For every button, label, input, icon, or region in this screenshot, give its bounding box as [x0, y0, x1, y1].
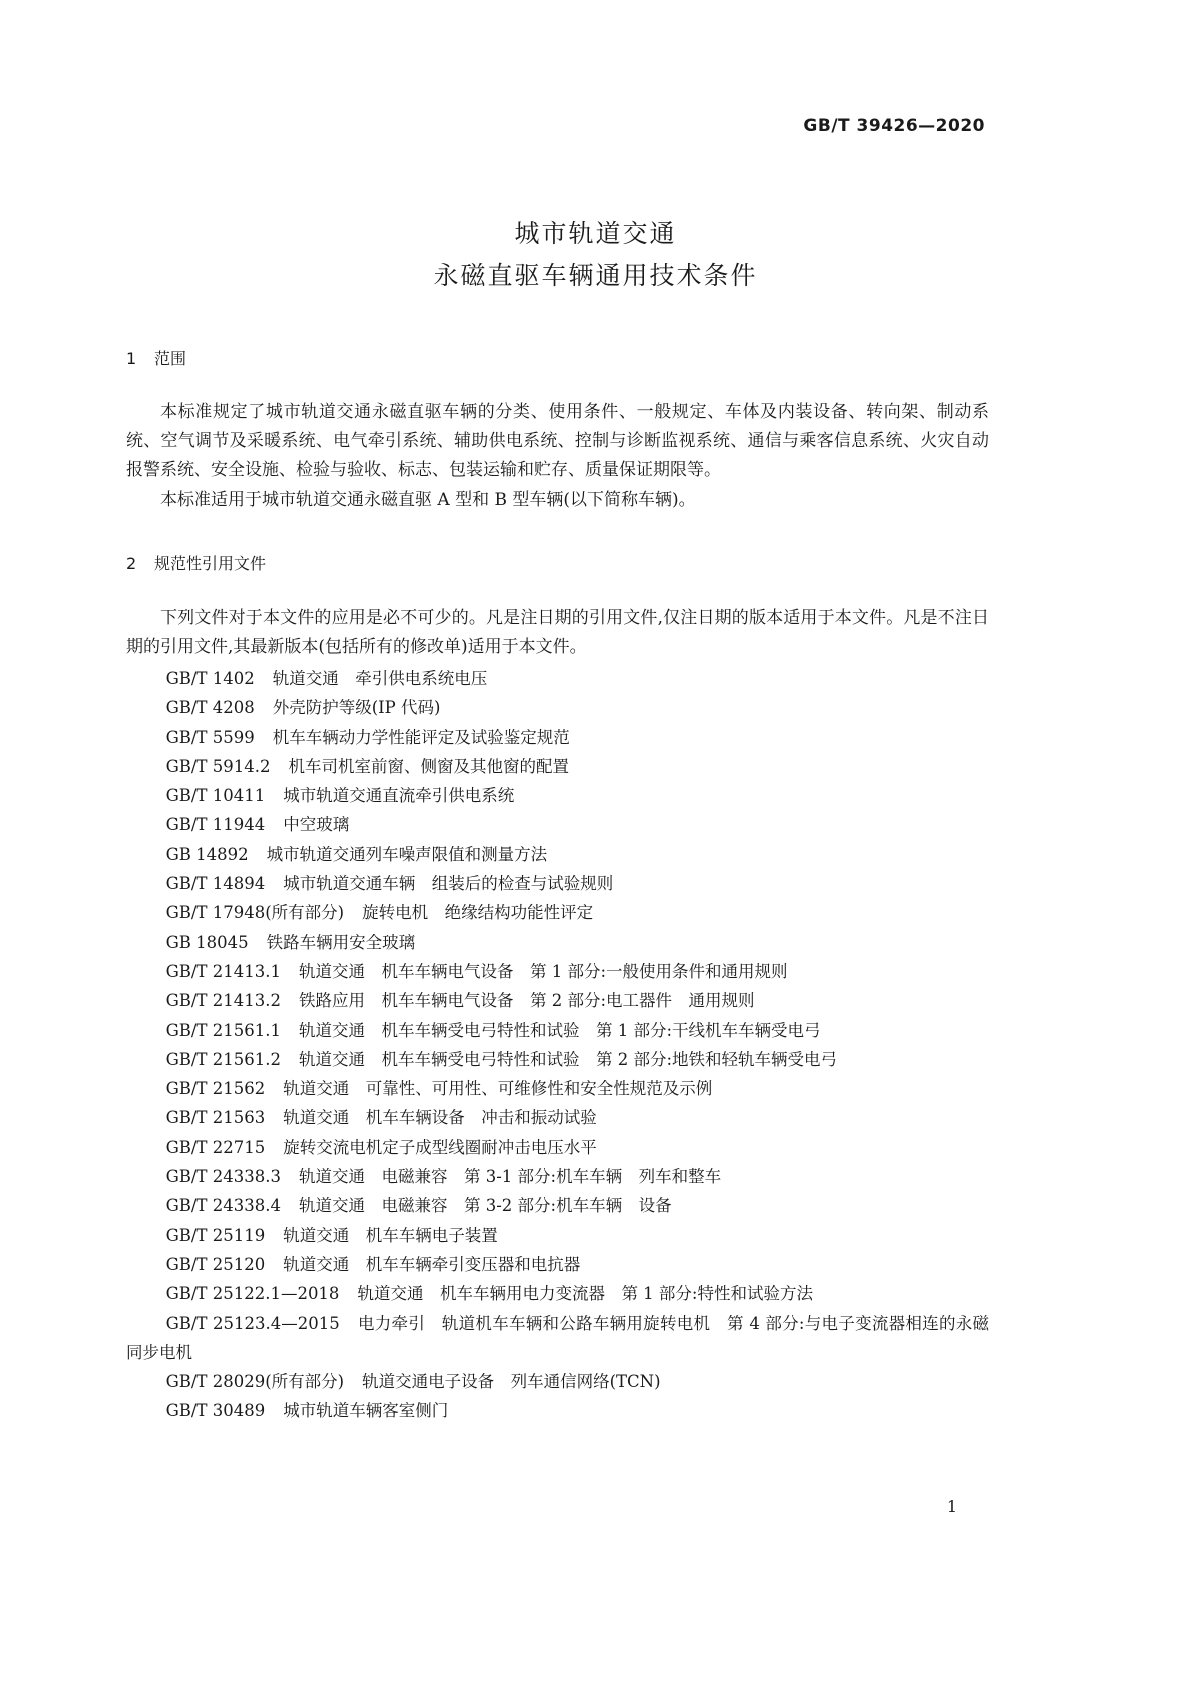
section-2-title: 规范性引用文件: [154, 554, 267, 573]
reference-item: [126, 1191, 989, 1220]
reference-title: 轨道交通 机车车辆牵引变压器和电抗器: [283, 1254, 581, 1274]
reference-item: [126, 1221, 989, 1250]
section-1-heading: [126, 346, 186, 369]
reference-title: 电力牵引 轨道机车车辆和公路车辆用旋转电机 第 4 部分:与电子变流器相连的永磁同步电机: [126, 1313, 990, 1362]
reference-code: GB/T 21413.2: [165, 991, 281, 1011]
reference-item: [126, 1016, 989, 1045]
page-number: 1: [946, 1497, 957, 1516]
reference-code: GB/T 21561.1: [165, 1020, 281, 1040]
reference-item: [126, 1279, 989, 1308]
reference-title: 外壳防护等级(IP 代码): [272, 698, 441, 718]
reference-code: GB/T 14894: [165, 874, 266, 894]
reference-item: [126, 986, 989, 1015]
reference-title: 轨道交通电子设备 列车通信网络(TCN): [362, 1372, 661, 1392]
reference-code: GB/T 25120: [165, 1254, 266, 1274]
reference-item: [126, 1367, 989, 1396]
reference-code: GB/T 22715: [165, 1137, 266, 1157]
scope-paragraph-1: 本标准规定了城市轨道交通永磁直驱车辆的分类、使用条件、一般规定、车体及内装设备、转向架、制动系统、空气调节及采暖系统、电气牵引系统、辅助供电系统、控制与诊断监视系统、通信与乘客信息系统、火灾自动报警系统、安全设施、检验与验收、标志、包装运输和贮存、质量保证期限等。: [126, 402, 989, 480]
document-title-line-1: 城市轨道交通: [514, 219, 677, 248]
reference-item: [126, 957, 989, 986]
reference-title: 轨道交通 机车车辆电气设备 第 1 部分:一般使用条件和通用规则: [298, 961, 788, 981]
reference-title: 轨道交通 牵引供电系统电压: [272, 669, 488, 688]
reference-item: [126, 781, 989, 810]
reference-item: [126, 869, 989, 898]
reference-item: [126, 693, 989, 722]
reference-code: GB 18045: [165, 932, 249, 952]
reference-code: GB/T 10411: [165, 786, 266, 806]
reference-item: [126, 723, 989, 752]
reference-code: GB/T 5599: [165, 727, 255, 747]
reference-code: GB/T 17948(所有部分): [165, 903, 345, 923]
reference-item: [126, 1045, 989, 1074]
reference-item: [126, 898, 989, 927]
reference-code: GB/T 25122.1—2018: [165, 1284, 340, 1304]
reference-code: GB/T 21561.2: [165, 1049, 281, 1069]
reference-title: 轨道交通 电磁兼容 第 3-1 部分:机车车辆 列车和整车: [298, 1167, 722, 1187]
reference-code: GB/T 21562: [165, 1079, 266, 1099]
standard-number: GB/T 39426—2020: [803, 116, 985, 136]
reference-title: 旋转交流电机定子成型线圈耐冲击电压水平: [283, 1137, 597, 1157]
reference-item: [126, 752, 989, 781]
reference-title: 城市轨道车辆客室侧门: [283, 1401, 449, 1421]
reference-title: 轨道交通 机车车辆用电力变流器 第 1 部分:特性和试验方法: [357, 1284, 813, 1304]
reference-title: 轨道交通 机车车辆电子装置: [283, 1225, 498, 1245]
reference-code: GB/T 21563: [165, 1108, 266, 1128]
reference-item: [126, 1309, 989, 1368]
reference-code: GB/T 21413.1: [165, 961, 281, 981]
reference-code: GB/T 4208: [165, 698, 255, 718]
reference-list: [126, 664, 989, 1426]
reference-item: [126, 1133, 989, 1162]
reference-title: 旋转电机 绝缘结构功能性评定: [362, 903, 594, 923]
reference-item: [126, 1396, 989, 1425]
section-1-title: 范围: [154, 349, 187, 368]
reference-code: GB 14892: [165, 844, 249, 864]
reference-item: [126, 928, 989, 957]
reference-title: 轨道交通 可靠性、可用性、可维修性和安全性规范及示例: [283, 1079, 713, 1099]
references-intro-paragraph: 下列文件对于本文件的应用是必不可少的。凡是注日期的引用文件,仅注日期的版本适用于本文件。凡是不注日期的引用文件,其最新版本(包括所有的修改单)适用于本文件。: [126, 608, 989, 657]
reference-code: GB/T 11944: [165, 815, 266, 835]
reference-item: [126, 1162, 989, 1191]
reference-item: [126, 664, 989, 693]
reference-title: 轨道交通 机车车辆受电弓特性和试验 第 1 部分:干线机车车辆受电弓: [298, 1020, 821, 1040]
reference-code: GB/T 24338.4: [165, 1196, 281, 1216]
reference-title: 轨道交通 电磁兼容 第 3-2 部分:机车车辆 设备: [298, 1196, 672, 1216]
reference-title: 中空玻璃: [283, 815, 350, 835]
reference-code: GB/T 28029(所有部分): [165, 1372, 345, 1392]
reference-code: GB/T 24338.3: [165, 1167, 281, 1187]
reference-code: GB/T 1402: [165, 669, 255, 688]
reference-title: 城市轨道交通列车噪声限值和测量方法: [266, 844, 548, 864]
reference-code: GB/T 5914.2: [165, 756, 271, 776]
reference-item: [126, 1074, 989, 1103]
reference-title: 铁路应用 机车车辆电气设备 第 2 部分:电工器件 通用规则: [298, 991, 755, 1011]
reference-title: 轨道交通 机车车辆受电弓特性和试验 第 2 部分:地铁和轻轨车辆受电弓: [298, 1049, 837, 1069]
section-2-heading: [126, 551, 266, 574]
reference-item: [126, 1103, 989, 1132]
reference-title: 城市轨道交通车辆 组装后的检查与试验规则: [283, 874, 614, 894]
reference-code: GB/T 30489: [165, 1401, 266, 1421]
reference-item: [126, 810, 989, 839]
reference-code: GB/T 25119: [165, 1225, 266, 1245]
reference-title: 城市轨道交通直流牵引供电系统: [283, 786, 515, 806]
reference-item: [126, 1250, 989, 1279]
section-2-number: 2: [126, 554, 137, 573]
scope-paragraph-2: 本标准适用于城市轨道交通永磁直驱 A 型和 B 型车辆(以下简称车辆)。: [160, 490, 696, 510]
reference-title: 机车车辆动力学性能评定及试验鉴定规范: [272, 727, 570, 747]
reference-title: 轨道交通 机车车辆设备 冲击和振动试验: [283, 1108, 597, 1128]
document-title-line-2: 永磁直驱车辆通用技术条件: [433, 261, 758, 290]
section-1-number: 1: [126, 349, 137, 368]
reference-code: GB/T 25123.4—2015: [165, 1313, 340, 1333]
reference-title: 机车司机室前窗、侧窗及其他窗的配置: [288, 756, 569, 776]
reference-item: [126, 840, 989, 869]
reference-title: 铁路车辆用安全玻璃: [266, 932, 416, 952]
